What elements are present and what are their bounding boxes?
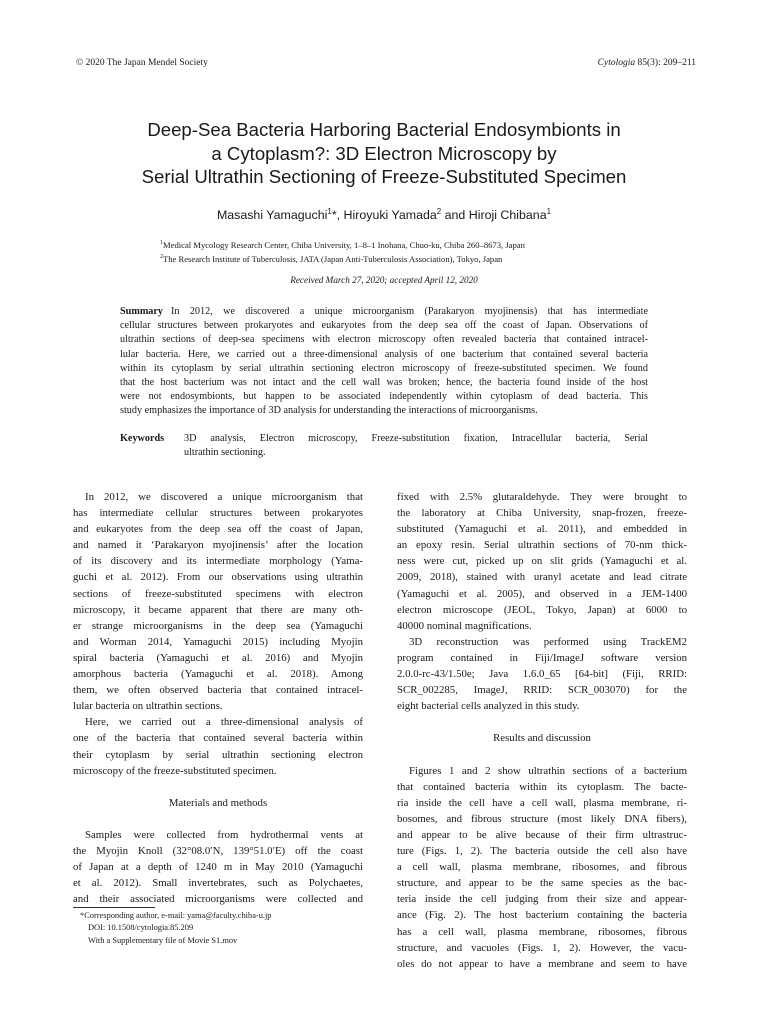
article-title (60, 118, 708, 189)
author-name: Hiroji Chibana (468, 208, 547, 223)
body-line: amorphous bacteria (Yamaguchi et al. 2018). Among (73, 668, 363, 681)
body-line: SCR_002285, ImageJ, RRID: SCR_003070) for the (397, 684, 687, 697)
body-line: program contained in Fiji/ImageJ software version (397, 651, 687, 664)
body-line: substituted (Yamaguchi et al. 2011), and embedded in (397, 523, 687, 536)
body-line: has intermediate cellular structures between prokaryotes (73, 507, 363, 520)
spacer (397, 747, 687, 763)
spacer (397, 714, 687, 730)
body-line: spiral bacteria (Yamaguchi et al. 2016) and Myojin (73, 651, 363, 664)
body-line: and their associated microorganisms were collected and (73, 893, 363, 906)
body-line: one of the bacteria that contained several bacteria within (73, 732, 363, 745)
title-line: Deep-Sea Bacteria Harboring Bacterial Endosymbionts in (147, 119, 621, 140)
body-line: electron microscope (JEOL, Tokyo, Japan) at 6000 to (397, 603, 687, 616)
journal-name: Cytologia (597, 58, 636, 68)
author-name: Hiroyuki Yamada (343, 208, 437, 223)
spacer (73, 779, 363, 795)
abstract (120, 305, 648, 419)
body-line: ness were cut, picked up on slit grids (Yamaguchi et al. (397, 555, 687, 568)
body-line: sections of freeze-substituted specimens with electron (73, 587, 363, 600)
keywords-line: ultrathin sectioning. (184, 447, 266, 459)
supplement-note: With a Supplementary file of Movie S1.mov (88, 935, 238, 945)
abstract-line: ultrathin sections of deep-sea specimens with electron microscopy often revealed bacteria that contained intracel- (120, 334, 648, 346)
body-line: oles do not appear to have a membrane and seem to have (397, 957, 687, 970)
body-line: er strange microorganisms in the deep sea (Yamaguchi (73, 619, 363, 632)
abstract-line: cellular structures between prokaryotes and eukaryotes from the deep sea off the coast of Japan. Observations of (120, 320, 648, 332)
body-line: Samples were collected from hydrothermal vents at (85, 828, 363, 841)
abstract-label: Summary (120, 306, 164, 317)
body-line: In 2012, we discovered a unique microorganism that (85, 491, 363, 503)
body-line: teria inside the cell judging from their size and appear- (397, 893, 687, 906)
body-line: that contained bacteria within its cytoplasm. The bacte- (397, 780, 687, 793)
volume-pages: 85(3): 209–211 (635, 58, 696, 68)
body-line: fixed with 2.5% glutaraldehyde. They were brought to (397, 491, 687, 503)
affiliation-mark: 1 (160, 240, 163, 246)
abstract-line: that the host bacterium was not intact and the cell wall was broken; hence, the bacteria found inside of the host (120, 377, 648, 389)
author-separator: and (441, 208, 469, 223)
body-line: and eukaryotes from the deep sea off the coast of Japan, (73, 523, 363, 536)
body-line: their cytoplasm by serial ultrathin sectioning electron (73, 748, 363, 761)
body-line: 3D reconstruction was performed using TrackEM2 (409, 635, 687, 648)
spacer (73, 811, 363, 827)
abstract-line: lular bacteria. Here, we carried out a three-dimensional analysis of one bacterium that contained several bacteria (120, 348, 648, 360)
doi-note: DOI: 10.1508/cytologia.85.209 (88, 923, 194, 933)
affiliation-text: The Research Institute of Tuberculosis, JATA (Japan Anti-Tuberculosis Association), Tokyo, Japan (163, 254, 503, 265)
corresponding-author-note: *Corresponding author, e-mail: yama@faculty.chiba-u.jp (80, 911, 272, 920)
body-line: eight bacterial cells analyzed in this study. (397, 700, 580, 713)
author-affil-mark: 1 (327, 207, 332, 216)
body-line: microscopy of the freeze-substituted specimen. (73, 764, 277, 777)
body-line: structure, and vacuoles (Figs. 1, 2). However, the vacu- (397, 941, 687, 954)
body-line: 2.0.0-rc-43/1.50e; Java 1.6.0_65 [64-bit] (Fiji, RRID: (397, 668, 687, 681)
abstract-text: In 2012, we discovered a unique microorganism (Parakaryon myojinensis) that has intermediate (171, 306, 648, 317)
affiliation (160, 251, 630, 265)
body-line: an epoxy resin. Serial ultrathin sections of 70-nm thick- (397, 539, 687, 552)
affiliation-mark: 2 (160, 254, 163, 261)
section-heading-results: Results and discussion (493, 732, 591, 745)
keywords-line: 3D analysis, Electron microscopy, Freeze-substitution fixation, Intracellular bacteria, Serial (184, 433, 648, 444)
received-dates: Received March 27, 2020; accepted April 12, 2020 (290, 275, 478, 285)
author-list (60, 207, 708, 222)
body-line: microscopy, it became apparent that there are many oth- (73, 603, 363, 616)
abstract-line: were not endosymbionts, but happen to be associated independently within cytoplasm of dead bacteria. This (120, 391, 648, 403)
corresponding-mark: * (331, 208, 337, 223)
body-line: and appear to be alive because of their firm ultrastruc- (397, 828, 687, 841)
title-line: a Cytoplasm?: 3D Electron Microscopy by (211, 142, 557, 164)
author-affil-mark: 2 (436, 207, 442, 216)
body-line: and named it ‘Parakaryon myojinensis’ after the location (73, 539, 363, 552)
body-line: a cell wall, plasma membrane, ribosomes, and fibrous (397, 861, 687, 874)
body-line: guchi et al. 2012). From our observations using ultrathin (73, 571, 363, 584)
body-line: ria inside the cell have a cell wall, plasma membrane, ri- (397, 796, 687, 809)
footnotes (80, 910, 272, 947)
abstract-line (120, 305, 648, 319)
body-line: (Yamaguchi et al. 2005), and observed in a JEM-1400 (397, 587, 687, 600)
affiliation-text: Medical Mycology Research Center, Chiba University, 1–8–1 Inohana, Chuo-ku, Chiba 260–8673, Japan (163, 239, 525, 250)
body-line: lular bacteria on ultrathin sections. (73, 700, 223, 713)
body-line: of Japan at a depth of 1240 m in May 2010 (Yamaguchi (73, 861, 363, 874)
running-header-citation (598, 58, 696, 68)
footnote-rule (73, 907, 155, 908)
body-line: 2009, 2018), stained with uranyl acetate and lead citrate (397, 571, 687, 584)
author-name: Masashi Yamaguchi (216, 208, 328, 223)
title-line: Serial Ultrathin Sectioning of Freeze-Substituted Specimen (141, 166, 627, 187)
body-line: ance (Fig. 2). The host bacterium containing the bacteria (397, 909, 687, 922)
section-heading-methods: Materials and methods (168, 796, 268, 809)
body-line: 40000 nominal magnifications. (397, 619, 532, 632)
body-line: of its discovery and its intermediate morphology (Yama- (73, 555, 363, 568)
body-line: et al. 2012). Small invertebrates, such as Polychaetes, (73, 877, 363, 890)
author-separator: , (336, 208, 344, 223)
body-line: them, we often observed bacteria that contained intracel- (73, 684, 363, 697)
body-line: has a cell wall, plasma membrane, ribosomes, fibrous (397, 925, 687, 938)
body-line: Figures 1 and 2 show ultrathin sections of a bacterium (409, 764, 687, 777)
running-header-society: © 2020 The Japan Mendel Society (76, 58, 208, 68)
body-column-right (397, 489, 687, 972)
body-line: bosomes, and fibrous structure (most likely DNA fibers), (397, 812, 687, 825)
affiliation (160, 237, 630, 251)
abstract-line: within its cytoplasm by serial ultrathin sectioning electron microscopy of freeze-substituted specimen. We found (120, 362, 648, 374)
body-line: ture (Figs. 1, 2). The bacteria outside the cell also have (397, 845, 687, 858)
body-line: Here, we carried out a three-dimensional analysis of (85, 716, 363, 729)
body-line: structure, and appear to be the same species as the bac- (397, 877, 687, 890)
author-affil-mark: 1 (546, 207, 552, 216)
keywords-label: Keywords (120, 433, 165, 444)
body-line: the Myojin Knoll (32°08.0′N, 139°51.0′E) off the coast (73, 845, 363, 858)
body-column-left (73, 489, 363, 907)
body-line: the laboratory at Chiba University, snap-frozen, freeze- (397, 507, 687, 520)
keywords-text (184, 432, 648, 460)
body-line: and Worman 2014, Yamaguchi 2015) including Myojin (73, 635, 363, 648)
abstract-line: study emphasizes the importance of 3D analysis for understanding the interactions of microorganisms. (120, 405, 538, 417)
affiliations (160, 237, 630, 266)
